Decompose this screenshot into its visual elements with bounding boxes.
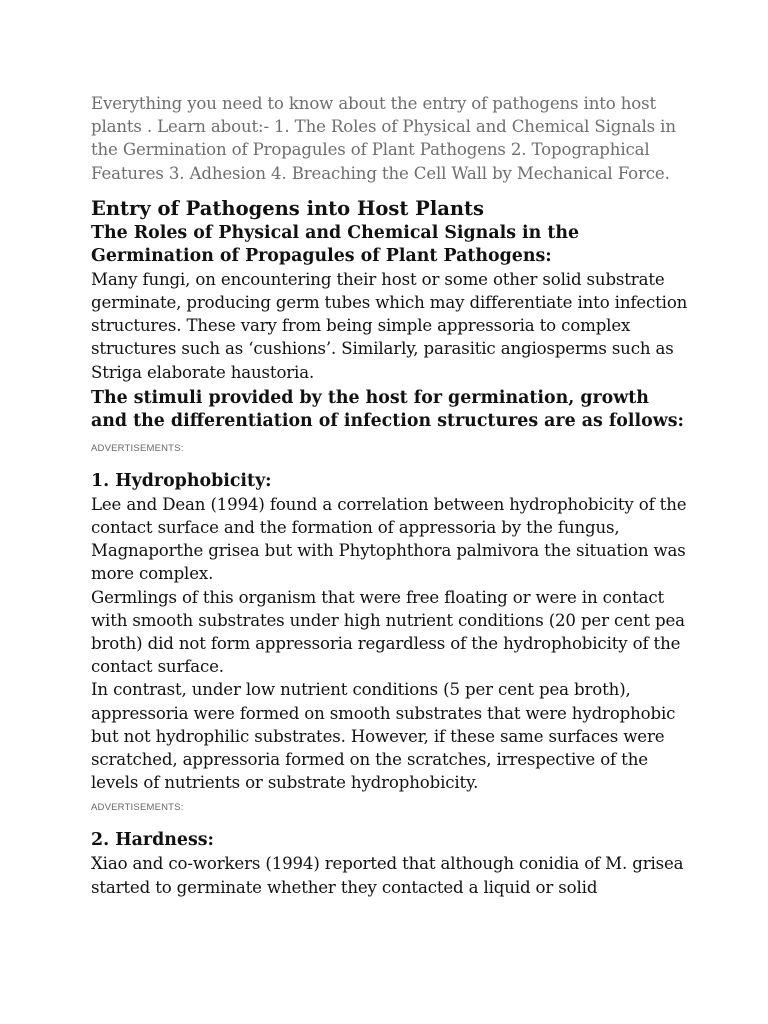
article — [91, 92, 691, 899]
paragraph-fungi: Many fungi, on encountering their host or some other solid substrate germinate, producing germ tubes which may differentiate into infection structures. These vary from being simple appressoria to complex structures such as ‘cushions’. Similarly, parasitic angiosperms such as Striga elaborate haustoria. — [91, 269, 688, 382]
paragraph-hydrophobicity-3: In contrast, under low nutrient conditions (5 per cent pea broth), appressoria were formed on smooth substrates that were hydrophobic but not hydrophilic substrates. However, if these same surfaces were scratched, appressoria formed on the scratches, irrespective of the levels of nutrients or substrate hydrophobicity. — [91, 680, 676, 793]
article-intro: Everything you need to know about the entry of pathogens into host plants . Learn about:- 1. The Roles of Physical and Chemical Signals in the Germination of Propagules of Plant Pathogens 2. Topographical Features 3. Adhesion 4. Breaching the Cell Wall by Mechanical Force. — [91, 94, 676, 183]
paragraph-hardness-1: Xiao and co-workers (1994) reported that although conidia of M. grisea started to germinate whether they contacted a liquid or solid — [91, 854, 684, 897]
paragraph-hydrophobicity-1: Lee and Dean (1994) found a correlation between hydrophobicity of the contact surface and the formation of appressoria by the fungus, Magnaporthe grisea but with Phytophthora palmivora the situation was more complex. — [91, 494, 687, 584]
advertisement-label: ADVERTISEMENTS: — [91, 802, 184, 814]
advertisement-label: ADVERTISEMENTS: — [91, 442, 184, 454]
stimuli-heading: The stimuli provided by the host for germination, growth and the differentiation of infection structures are as follows: — [91, 387, 684, 431]
sub-heading: The Roles of Physical and Chemical Signals in the Germination of Propagules of Plant Pathogens: — [91, 222, 580, 266]
section-heading-hardness: 2. Hardness: — [91, 830, 214, 851]
main-heading: Entry of Pathogens into Host Plants — [91, 196, 485, 220]
paragraph-hydrophobicity-2: Germlings of this organism that were free floating or were in contact with smooth substrates under high nutrient conditions (20 per cent pea broth) did not form appressoria regardless of the hydrophobicity of the contact surface. — [91, 587, 685, 677]
section-heading-hydrophobicity: 1. Hydrophobicity: — [91, 470, 272, 491]
